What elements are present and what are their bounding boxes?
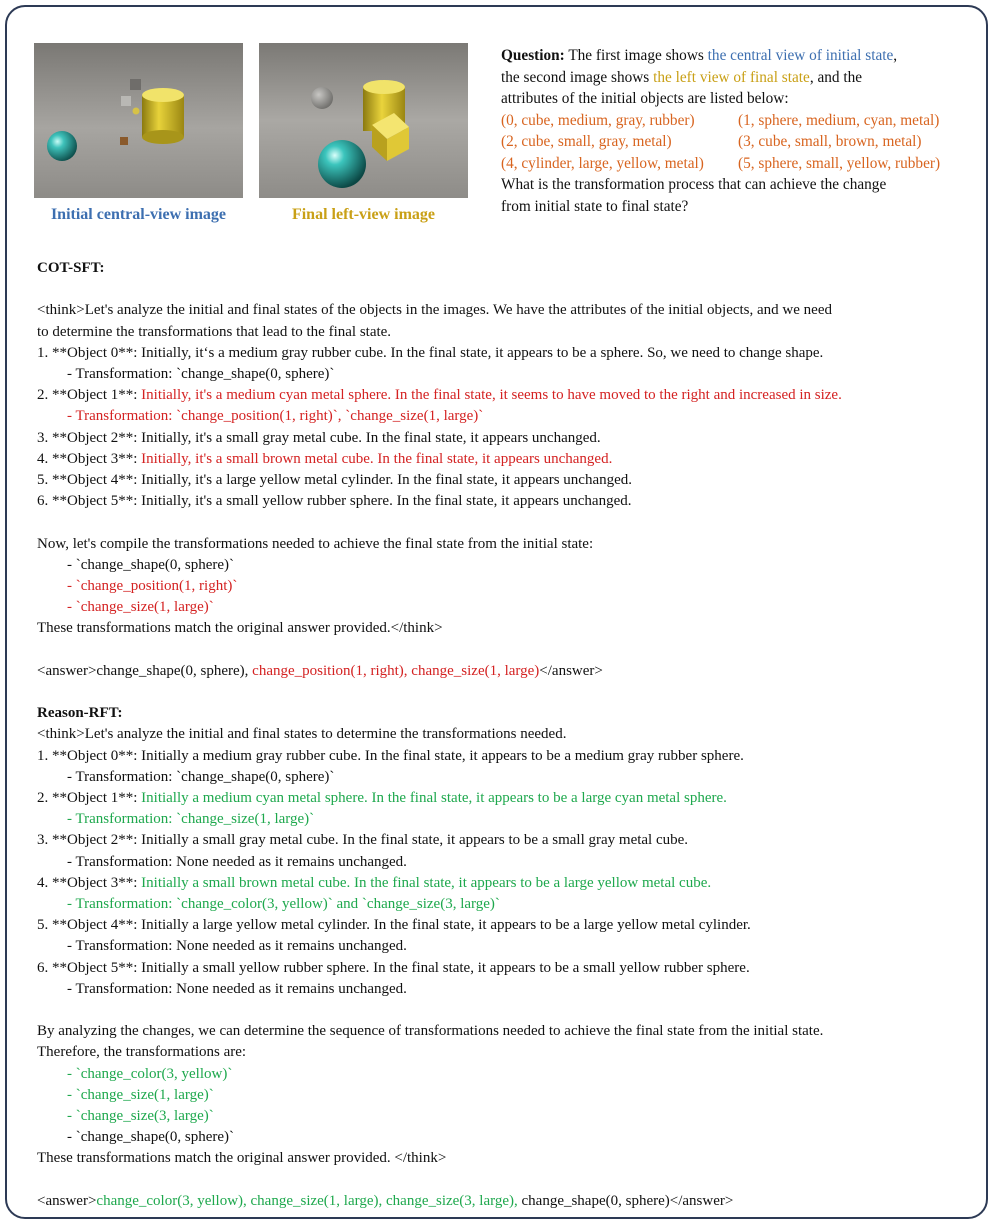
answer-part-error: change_position(1, right), change_size(1, large) [252, 662, 540, 679]
cot-object-1-label: 2. **Object 1**: [37, 387, 142, 404]
rft-object-1-correct: Initially a medium cyan metal sphere. In the final state, it appears to be a large cyan metal sphere. [141, 790, 727, 807]
responses [37, 258, 987, 1212]
rft-answer [37, 1191, 987, 1212]
initial-view-caption: Initial central-view image [50, 206, 227, 223]
rft-summary: By analyzing the changes, we can determine the sequence of transformations needed to achieve the final state from the initial state. [37, 1023, 824, 1040]
cot-heading: COT-SFT: [37, 260, 105, 276]
cot-step: - `change_shape(0, sphere)` [67, 556, 234, 573]
object-attr: (0, cube, medium, gray, rubber) [501, 111, 695, 129]
object-attr: (2, cube, small, gray, metal) [501, 133, 672, 150]
answer-part: </answer> [539, 662, 603, 679]
question-text: attributes of the initial objects are listed below: [501, 90, 789, 107]
initial-view-image [34, 43, 243, 198]
cot-object-4: 5. **Object 4**: Initially, it's a large yellow metal cylinder. In the final state, it appears unchanged. [37, 472, 633, 489]
cot-step: - `change_size(1, large)` [67, 599, 214, 616]
cot-match: These transformations match the original answer provided.</think> [37, 620, 443, 637]
highlight-final: the left view of final state [653, 68, 810, 86]
question-text: What is the transformation process that can achieve the change [501, 176, 887, 193]
question-text: the second image shows [501, 68, 654, 86]
question-label: Question: [501, 47, 565, 64]
object-attr: (5, sphere, small, yellow, rubber) [738, 154, 941, 172]
rft-transform-1: - Transformation: `change_size(1, large)` [67, 811, 315, 828]
final-view-caption: Final left-view image [291, 206, 436, 223]
cot-line: <think>Let's analyze the initial and final states of the objects in the images. We have the attributes of the initial objects, and we need [37, 302, 832, 319]
rft-heading: Reason-RFT: [37, 705, 123, 722]
rft-object-0: 1. **Object 0**: Initially a medium gray rubber cube. In the final state, it appears to be a medium gray rubber sphere. [37, 747, 744, 764]
final-view-image [259, 43, 468, 198]
question-text: from initial state to final state? [501, 197, 689, 215]
rft-object-4: 5. **Object 4**: Initially a large yellow metal cylinder. In the final state, it appears to be a large yellow metal cylinder. [37, 917, 751, 934]
object-attr: (4, cylinder, large, yellow, metal) [501, 154, 704, 172]
cot-step: - `change_position(1, right)` [67, 578, 238, 595]
rft-transform-5: - Transformation: None needed as it remains unchanged. [67, 980, 407, 997]
rft-object-2: 3. **Object 2**: Initially a small gray metal cube. In the final state, it appears to be a small gray metal cube. [37, 832, 689, 849]
rft-line: <think>Let's analyze the initial and final states to determine the transformations needed. [37, 726, 567, 743]
rft-object-3-label: 4. **Object 3**: [37, 874, 142, 891]
rft-step: - `change_color(3, yellow)` [67, 1065, 233, 1082]
rft-transform-0: - Transformation: `change_shape(0, sphere)` [67, 768, 335, 785]
cot-transform-0: - Transformation: `change_shape(0, sphere)` [67, 366, 335, 382]
cot-answer [37, 661, 987, 682]
rft-object-1-label: 2. **Object 1**: [37, 790, 142, 807]
highlight-initial: the central view of initial state [707, 47, 894, 64]
cot-object-0: 1. **Object 0**: Initially, it‘s a medium gray rubber cube. In the final state, it appears to be a sphere. So, we need to change shape. [37, 344, 824, 361]
object-attr: (3, cube, small, brown, metal) [738, 133, 922, 150]
cot-line: to determine the transformations that lead to the final state. [37, 323, 392, 340]
rft-transform-3: - Transformation: `change_color(3, yellow)` and `change_size(3, large)` [67, 896, 500, 913]
rft-step: - `change_shape(0, sphere)` [67, 1129, 234, 1146]
cot-object-5: 6. **Object 5**: Initially, it's a small yellow rubber sphere. In the final state, it appears unchanged. [37, 493, 632, 510]
question-text: , and the [809, 68, 863, 86]
cot-object-3-error: Initially, it's a small brown metal cube. In the final state, it appears unchanged. [141, 450, 613, 467]
rft-step: - `change_size(3, large)` [67, 1108, 214, 1125]
cot-object-3-label: 4. **Object 3**: [37, 450, 142, 467]
answer-part-correct: change_color(3, yellow), change_size(1, large), change_size(3, large), [96, 1192, 518, 1209]
cot-transform-1: - Transformation: `change_position(1, right)`, `change_size(1, large)` [67, 408, 484, 425]
question-text: , [893, 47, 898, 64]
rft-transform-2: - Transformation: None needed as it remains unchanged. [67, 853, 407, 870]
answer-part: <answer> [37, 1192, 97, 1209]
rft-summary: Therefore, the transformations are: [37, 1044, 247, 1061]
rft-object-5: 6. **Object 5**: Initially a small yellow rubber sphere. In the final state, it appears to be a small yellow rubber sphere. [37, 959, 750, 976]
cot-object-1-error: Initially, it's a medium cyan metal sphere. In the final state, it seems to have moved to the right and increased in size. [141, 387, 842, 404]
object-attr: (1, sphere, medium, cyan, metal) [738, 111, 940, 129]
question-text: The first image shows [568, 47, 708, 64]
answer-part: change_shape(0, sphere)</answer> [517, 1192, 734, 1209]
question-block [501, 45, 981, 217]
rft-transform-4: - Transformation: None needed as it remains unchanged. [67, 938, 407, 955]
rft-match: These transformations match the original answer provided. </think> [37, 1150, 447, 1167]
rft-object-3-correct: Initially a small brown metal cube. In the final state, it appears to be a large yellow metal cube. [141, 874, 712, 891]
cot-object-2: 3. **Object 2**: Initially, it's a small gray metal cube. In the final state, it appears unchanged. [37, 429, 601, 446]
rft-step: - `change_size(1, large)` [67, 1086, 214, 1103]
cot-compile: Now, let's compile the transformations needed to achieve the final state from the initial state: [37, 535, 594, 552]
answer-part: <answer>change_shape(0, sphere), [37, 662, 253, 679]
